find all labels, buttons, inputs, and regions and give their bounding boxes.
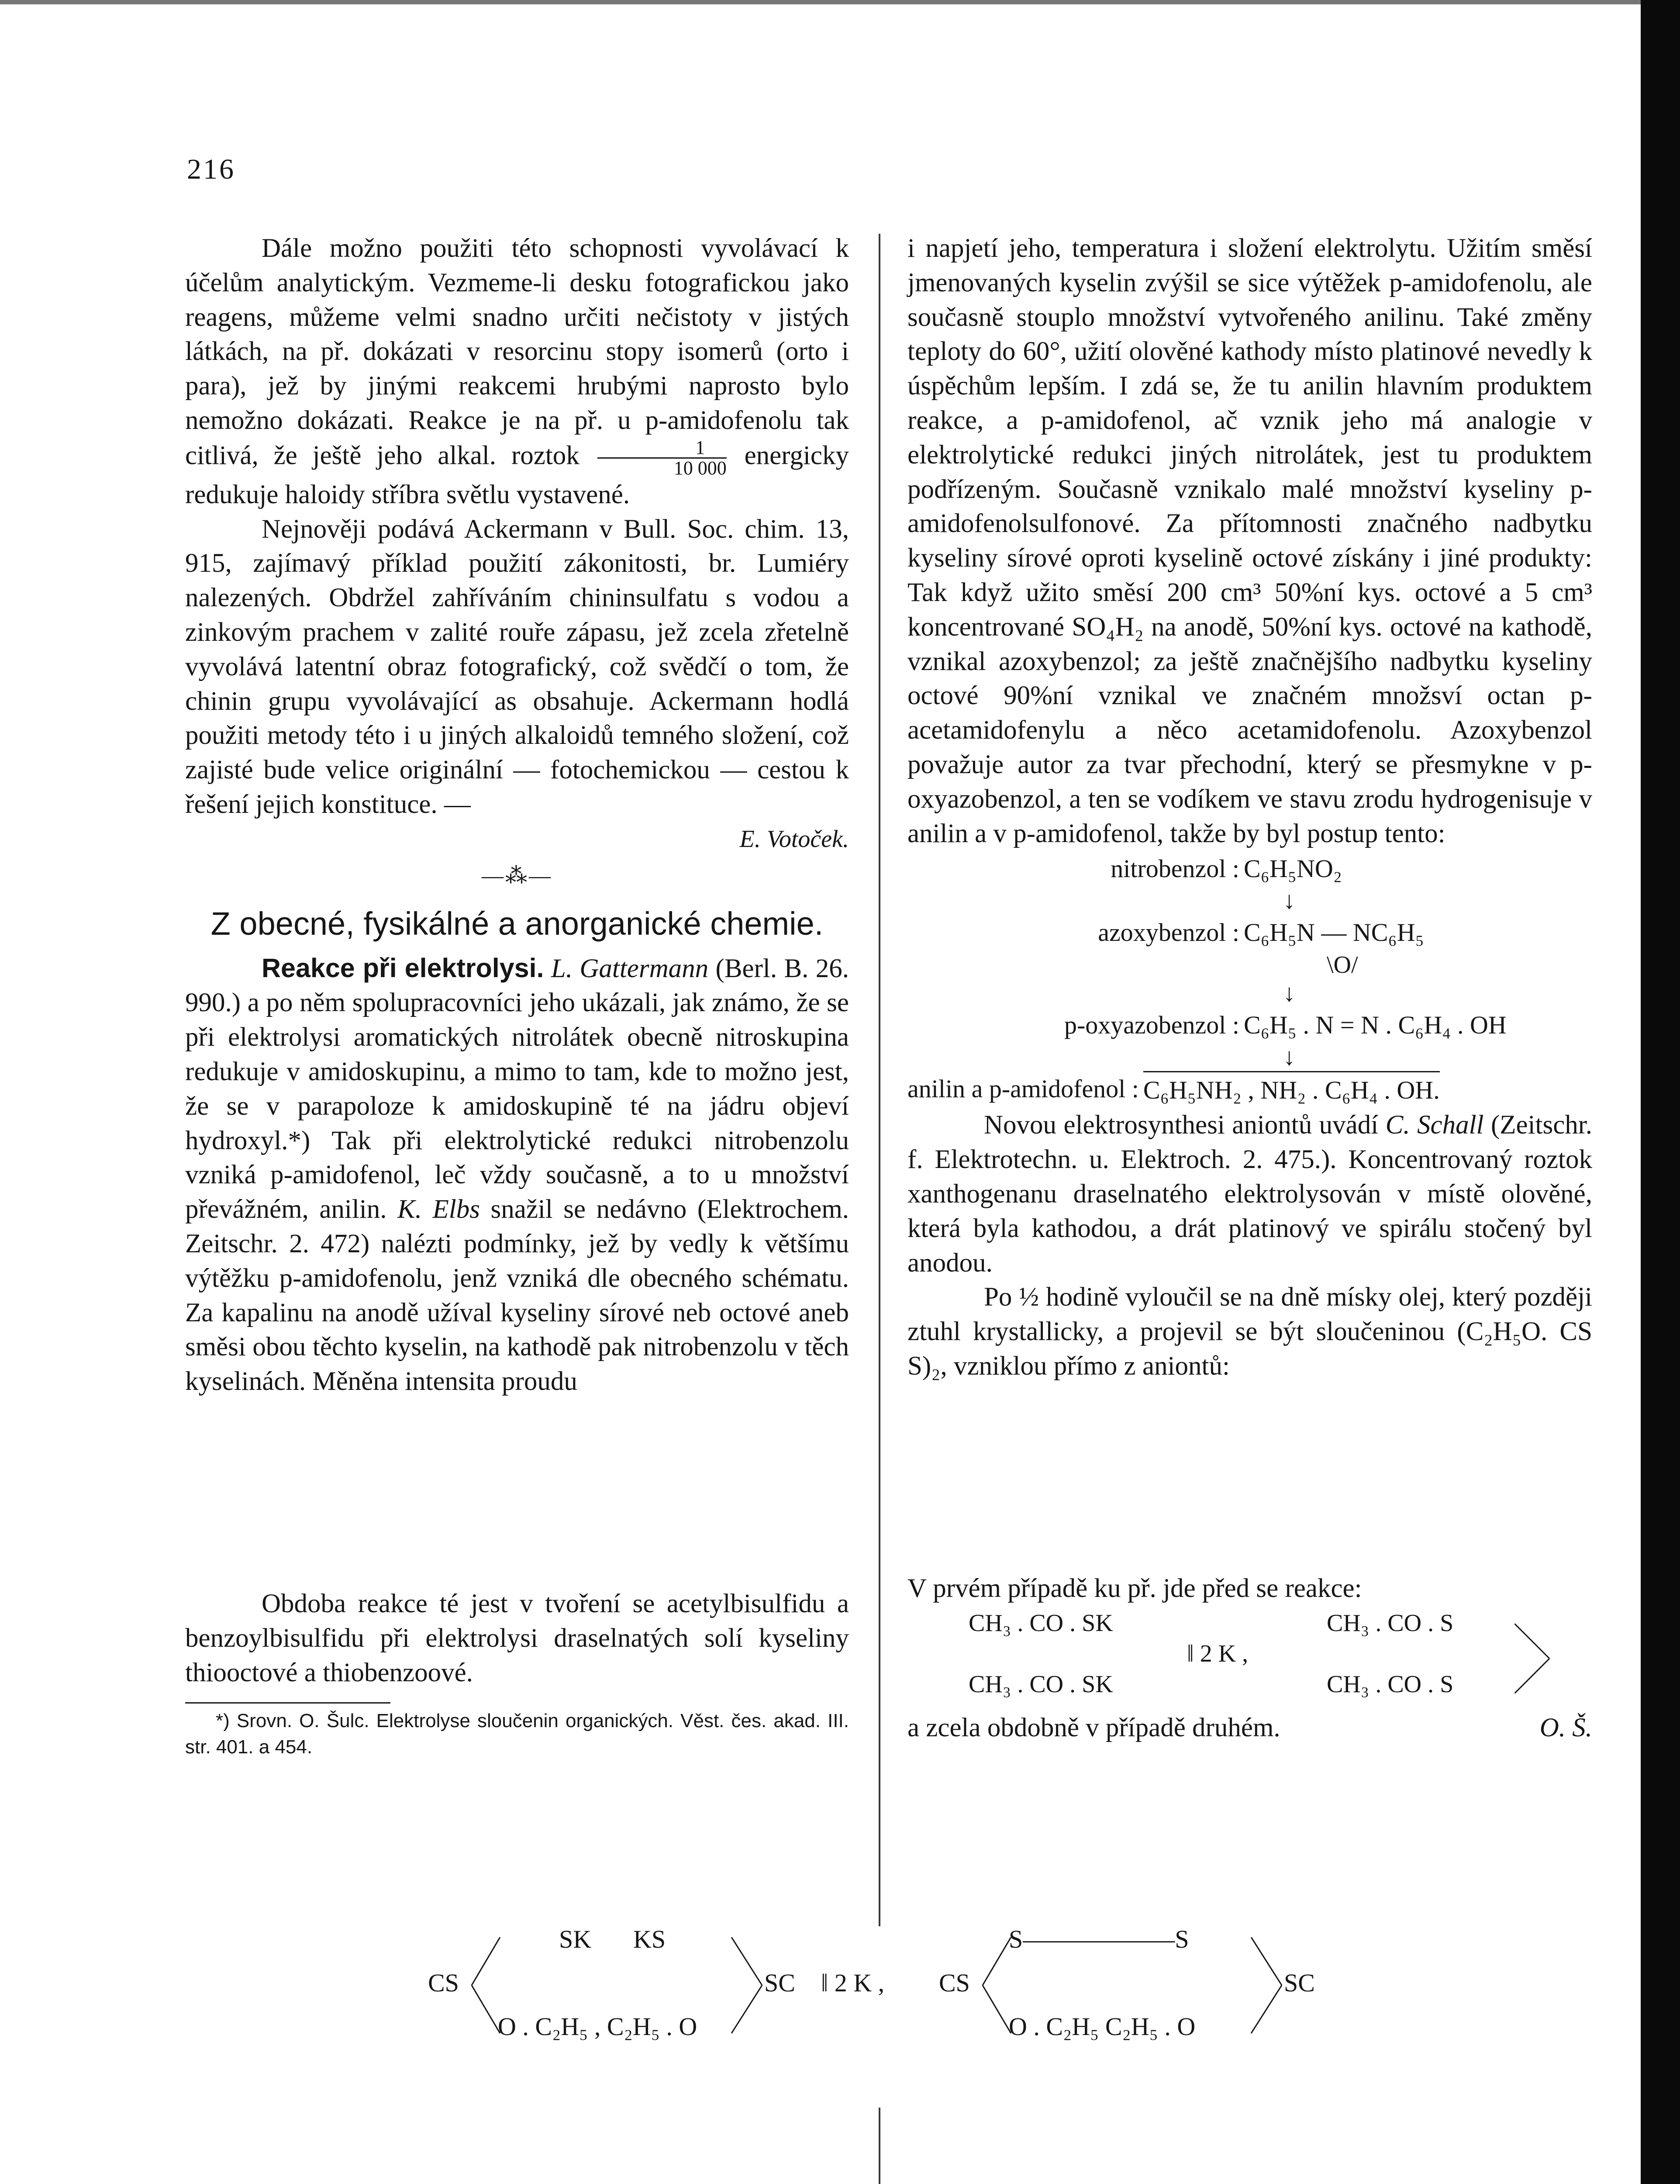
arrow-down-icon: ↓ bbox=[1283, 887, 1295, 915]
arrow-down-icon: ↓ bbox=[1283, 1044, 1295, 1071]
paragraph-continuation: i napjetí jeho, temperatura i složení elektrolytu. Užitím směsí jmenovaných kyselin zvýšil se sice výtěžek p-amidofenolu, ale současně stouplo množství vytvořeného anilinu. Také změny teploty do 60°, užití olověné kathody místo platinové nevedly k úspěchům lepším. I zdá se, že tu anilin hlavním produktem reakce, a p-amidofenol, ač vznik jeho má analogie v elektrolytické redukci jiných nitrolátek, jest tu produktem podřízeným. Současně vznikalo malé množství kyseliny p-amidofenolsulfonové. Za přítomnosti značného nadbytku kyseliny sírové oproti kyselině octové získány i jiné produkty: Tak když užito směsí 200 cm³ 50%ní kys. octové a 5 cm³ koncentrované SO₄H₂ na anodě, 50%ní kys. octové na kathodě, vznikal azoxybenzol; za ještě značnějšího nadbytku kyseliny octové 90%ní vznikal ve značném množsví octan p-acetamidofenylu a něco acetamidofenolu. Azoxybenzol považuje autor za tvar přechodní, který se přesmykne v p-oxyazobenzol, a ten se vodíkem ve stavu zrodu hydrogenisuje v anilin a v p-amidofenol, takže by byl postup tento: bbox=[907, 234, 1592, 848]
scheme-row: anilin a p-amidofenol : C₆H₅NH₂ , NH₂ . C₆H₄ . OH. bbox=[907, 1071, 1592, 1108]
arrow-down-icon: ↓ bbox=[1283, 980, 1295, 1007]
fraction bbox=[597, 438, 727, 478]
paragraph-schall: Novou elektrosynthesi aniontů uvádí C. Schall (Zeitschr. f. Elektrotechn. u. Elektroch. 2. 475.). Koncentrovaný roztok xanthogenanu draselnatého elektrolysován v místě olověné, která byla kathodou, a drát platinový ve spirálu stočený byl anodou. bbox=[907, 1110, 1593, 1278]
fraction-numerator: 1 bbox=[597, 438, 727, 459]
scheme-row: nitrobenzol : C₆H₅NO₂ bbox=[1111, 854, 1342, 883]
paragraph-photographic-analysis: Dále možno použiti této schopnosti vyvolávací k účelům analytickým. Vezmeme-li desku fotografickou jako reagens, můžeme velmi snadno určiti nečistoty v jistých látkách, na př. dokázati v resorcinu stopy isomerů (orto i para), jež by jinými reakcemi hrubými naprosto bylo nemožno dokázati. Reakce je na př. u p-amidofenolu tak citlivá, že ještě jeho alkal. roztok $\frac{1}{10 000}$ energicky redukuje haloidy stříbra světlu vystavené. bbox=[185, 234, 849, 509]
paragraph-obdoba: Obdoba reakce té jest v tvoření se acetylbisulfidu a benzoylbisulfidu při elektrolysi draselnatých solí kyseliny thiooctové a thiobenzoové. bbox=[185, 1589, 849, 1687]
bond-lines-right-a bbox=[980, 1937, 1015, 2038]
closing-text: a zcela obdobně v případě druhém. bbox=[907, 1713, 1280, 1742]
bond-lines-left bbox=[469, 1937, 504, 2038]
signature-os: O. Š. bbox=[1539, 1713, 1592, 1742]
right-column bbox=[907, 232, 1592, 1745]
paragraph-prvem-pripade: V prvém případě ku př. jde před se reakce: bbox=[907, 1573, 1362, 1603]
paragraph-ackermann: Nejnověji podává Ackermann v Bull. Soc. chim. 13, 915, zajímavý příklad použití zákonitosti, br. Lumiéry nalezených. Obdržel zahříváním chininsulfatu s vodou a zinkovým prachem v zalité rouře zápasu, jež zcela zřetelně vyvolává latentní obraz fotografický, což svědčí o tom, že chinin grupu vyvolávající as obsahuje. Ackermann hodlá použiti metody této i u jiných alkaloidů temného složení, což zajisté bude velice originální — fotochemickou — cestou k řešení jejich konstituce. — bbox=[185, 514, 849, 819]
bond-lines bbox=[1514, 1624, 1554, 1693]
column-divider-lower bbox=[879, 2108, 880, 2184]
section-flourish: —⁂— bbox=[482, 863, 552, 888]
fraction-denominator: 10 000 bbox=[673, 457, 727, 479]
paragraph-po-pul-hodine: Po ½ hodině vyloučil se na dně mísky olej, který později ztuhl krystallicky, a projevil se být sloučeninou (C₂H₅O. CS S)₂, vzniklou přímo z aniontů: bbox=[907, 1282, 1592, 1381]
bond-lines-right-b bbox=[1249, 1937, 1284, 2038]
page-number: 216 bbox=[187, 153, 235, 185]
oxygen-bridge: \O/ bbox=[1327, 951, 1358, 979]
left-column bbox=[185, 232, 849, 1760]
footnote-rule bbox=[185, 1702, 390, 1704]
footnote: *) Srovn. O. Šulc. Elektrolyse sloučenin organických. Věst. čes. akad. III. str. 401. a 454. bbox=[185, 1710, 849, 1758]
subheading: Reakce při elektrolysi. bbox=[262, 953, 544, 983]
column-divider bbox=[879, 234, 880, 1926]
formula-band: SK KS CS O . C₂H₅ , C₂H₅ . O SC ‖ 2 K , CS S——————S O . C₂H₅ C₂H₅ . O SC bbox=[428, 1925, 1315, 2041]
reaction-thioacetate: CH₃ . CO . SK CH₃ . CO . SK ‖ 2 K , CH₃ . CO . S CH₃ . CO . S bbox=[907, 1606, 1592, 1711]
paragraph-elektrolysi: Reakce při elektrolysi. L. Gattermann (Berl. B. 26. 990.) a po něm spolupracovníci jeho ukázali, jak známo, že se při elektrolysi aromatických nitrolátek obecně nitroskupina redukuje v amidoskupinu, a mimo to tam, kde to možno jest, že se v parapoloze k amidoskupině té na jádru objeví hydroxyl.*) Tak při elektrolytické redukci nitrobenzolu vzniká p-amidofenol, leč vždy současně, a to u množství převážném, anilin. K. Elbs snažil se nedávno (Elektrochem. Zeitschr. 2. 472) nalézti podmínky, jež by vedly k většímu výtěžku p-amidofenolu, jenž vzniká dle obecného schématu. Za kapalinu na anodě užíval kyseliny sírové neb octové aneb směsi obou těchto kyselin, na kathodě pak nitrobenzolu v těch kyselinách. Měněna intensita proudu bbox=[185, 953, 849, 1396]
closing-row bbox=[907, 1711, 1592, 1745]
scheme-row: azoxybenzol : C₆H₅N — NC₆H₅ bbox=[1098, 918, 1424, 947]
subheading-author: L. Gattermann bbox=[551, 954, 709, 983]
author-elbs: K. Elbs bbox=[397, 1195, 480, 1224]
scan-top-edge bbox=[0, 0, 1641, 4]
scan-border bbox=[1641, 0, 1680, 2184]
signature-votocek: E. Votoček. bbox=[739, 825, 849, 853]
section-heading: Z obecné, fysikálné a anorganické chemie. bbox=[210, 905, 824, 942]
bond-lines-middle bbox=[729, 1937, 764, 2038]
scheme-row: p-oxyazobenzol : C₆H₅ . N = N . C₆H₄ . OH bbox=[1064, 1011, 1507, 1040]
author-schall: C. Schall bbox=[1385, 1110, 1484, 1140]
signature-row bbox=[185, 822, 849, 857]
reaction-scheme bbox=[907, 851, 1592, 1108]
